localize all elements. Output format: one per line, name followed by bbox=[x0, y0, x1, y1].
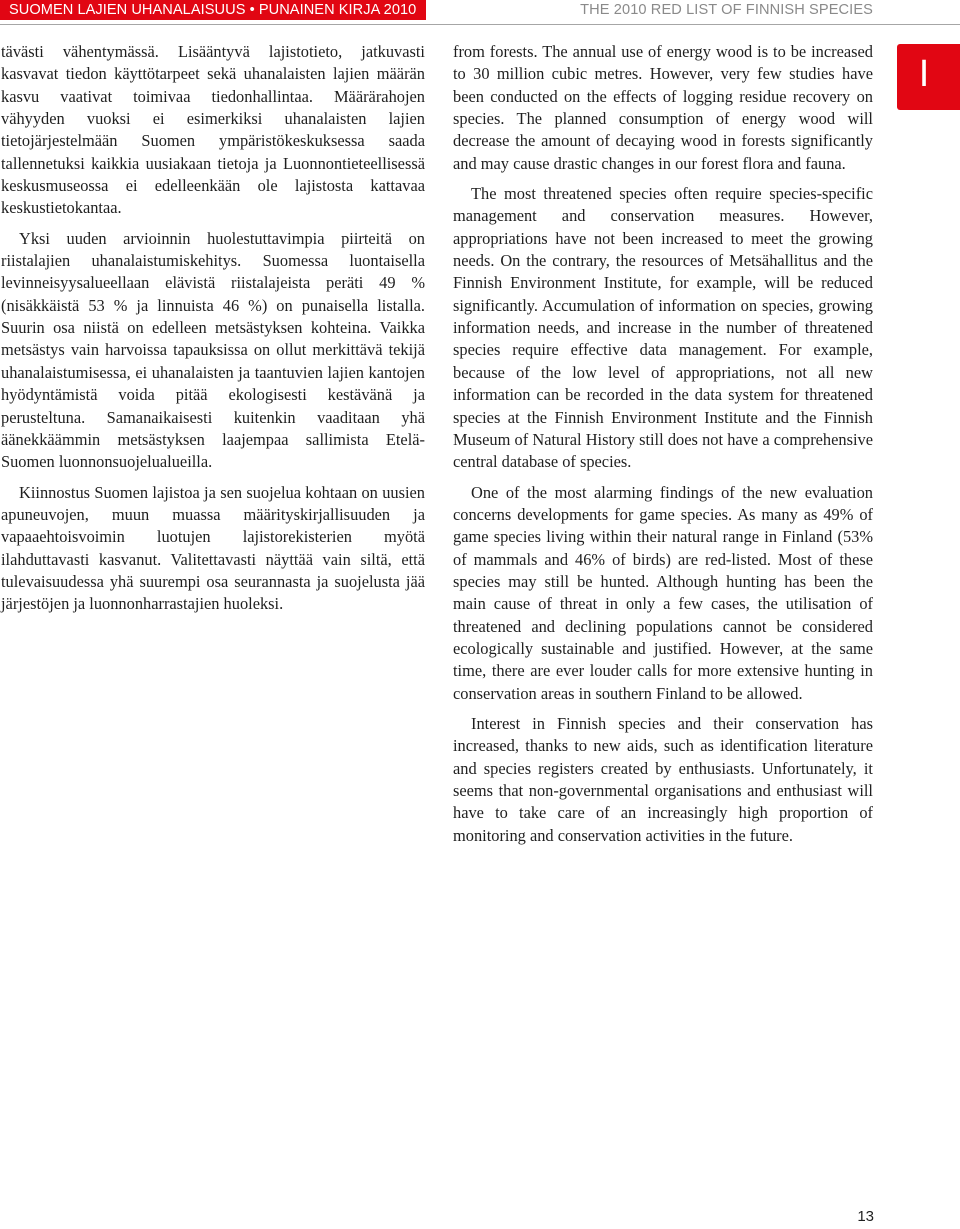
english-paragraph-1: from forests. The annual use of energy wood is to be increased to 30 million cubic metres. However, very few studies have been conducted on the effects of logging residue recovery on species. The planned consumption of energy wood will decrease the amount of decaying wood in forests significantly and may cause drastic changes in our forest flora and fauna. bbox=[453, 42, 873, 173]
header-right-title: THE 2010 RED LIST OF FINNISH SPECIES bbox=[580, 2, 873, 18]
chapter-marker-letter: I bbox=[918, 53, 930, 95]
finnish-paragraph-2: Yksi uuden arvioinnin huolestuttavimpia piirteitä on riistalajien uhanalaistumiskehitys. Suomessa luontaisella levinneisyysalueellaan elävistä riistalajeista peräti 49 % (nisäkkäistä 53 % ja linnuista 46 %) on punaisella listalla. Suurin osa niistä on edelleen metsästyksen kohteina. Vaikka metsästys vain harvoissa tapauksissa on ollut merkittävä tekijä uhanalaistumisessa, ei uhanalaisten ja taantuvien lajien kantojen hyödyntämistä voida pitää ekologisesti kestävänä ja perusteltuna. Samanaikaisesti kuitenkin vaaditaan yhä äänekkäämmin metsästyksen laajempaa sallimista Etelä-Suomen luonnonsuojelualueilla. bbox=[1, 228, 425, 472]
chapter-marker-tab bbox=[897, 44, 960, 110]
running-header bbox=[0, 0, 960, 26]
finnish-paragraph-1: tävästi vähentymässä. Lisääntyvä lajistotieto, jatkuvasti kasvavat tiedon käyttötarpeet sekä uhanalaisten lajien määrän kasvu vaativat toimivaa tiedonhallintaa. Määrärahojen vähyyden vuoksi ei esimerkiksi uhanalaisten lajien tietojärjestelmään Suomen ympäristökeskuksessa saada tallennetuksi kaikkia uusiakaan tietoja ja Luonnontieteellisessä keskusmuseossa ei edelleenkään ole lajistosta kattavaa keskustietokantaa. bbox=[1, 42, 425, 218]
header-divider bbox=[0, 24, 960, 25]
english-paragraph-4: Interest in Finnish species and their conservation has increased, thanks to new aids, such as identification literature and species registers created by enthusiasts. Unfortunately, it seems that non-governmental organisations and enthusiast will have to take care of an increasingly high proportion of monitoring and conservation activities in the future. bbox=[453, 713, 873, 845]
english-text-column bbox=[453, 41, 873, 855]
english-paragraph-3: One of the most alarming findings of the new evaluation concerns developments for game species. As many as 49% of game species living within their natural range in Finland (53% of mammals and 46% of birds) are red-listed. Most of these species may still be hunted. Although hunting has been the main cause of threat in only a few cases, the utilisation of threatened and declining populations cannot be considered ecologically sustainable and justified. However, at the same time, there are ever louder calls for more extensive hunting in conservation areas in southern Finland to be allowed. bbox=[453, 482, 873, 703]
header-left-title: SUOMEN LAJIEN UHANALAISUUS • PUNAINEN KIRJA 2010 bbox=[0, 0, 426, 20]
page-number: 13 bbox=[857, 1208, 874, 1225]
finnish-text-column bbox=[1, 41, 425, 624]
finnish-paragraph-3: Kiinnostus Suomen lajistoa ja sen suojelua kohtaan on uusien apuneuvojen, muun muassa määrityskirjallisuuden ja vapaaehtoisvoimin luotujen lajistorekisterien myötä ilahduttavasti kasvanut. Valitettavasti näyttää vain siltä, että tulevaisuudessa yhä suurempi osa seurannasta ja suojelusta jää järjestöjen ja luonnonharrastajien huoleksi. bbox=[1, 482, 425, 614]
english-paragraph-2: The most threatened species often require species-specific management and conservation measures. However, appropriations have not been increased to meet the growing needs. On the contrary, the resources of Metsähallitus and the Finnish Environment Institute, for example, will be reduced significantly. Accumulation of information on species, growing information needs, and increase in the number of threatened species require effective data management. For example, because of the low level of appropriations, not all new information can be recorded in the data system for threatened species at the Finnish Environment Institute and the Finnish Museum of Natural History still does not have a comprehensive central database of species. bbox=[453, 184, 873, 472]
